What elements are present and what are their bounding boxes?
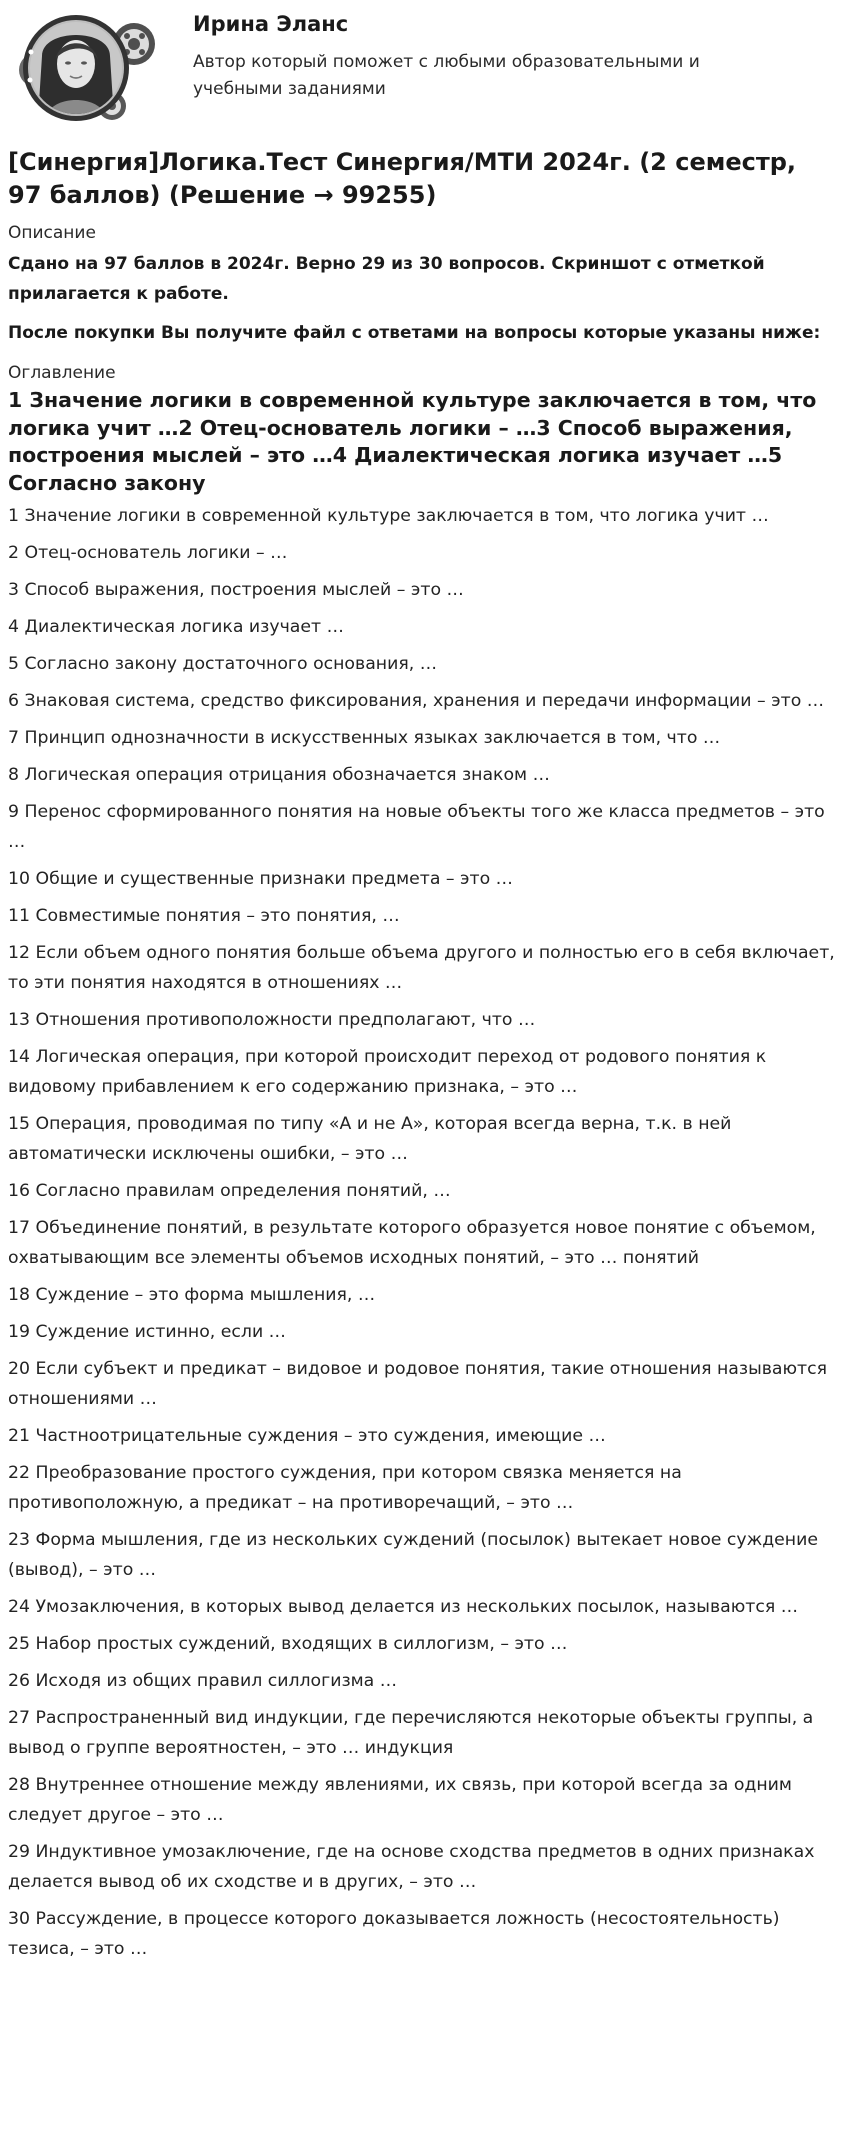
question-item: 8 Логическая операция отрицания обозначается знаком … xyxy=(8,765,550,785)
author-card[interactable] xyxy=(8,0,839,132)
question-item: 29 Индуктивное умозаключение, где на основе сходства предметов в одних признаках делается вывод об их сходстве и в других, – это … xyxy=(8,1842,815,1892)
question-item: 15 Операция, проводимая по типу «А и не А», которая всегда верна, т.к. в ней автоматически исключены ошибки, – это … xyxy=(8,1114,732,1164)
question-item: 1 Значение логики в современной культуре заключается в том, что логика учит … xyxy=(8,506,769,526)
question-item: 12 Если объем одного понятия больше объема другого и полностью его в себя включает, то эти понятия находятся в отношениях … xyxy=(8,943,835,993)
question-item: 13 Отношения противоположности предполагают, что … xyxy=(8,1010,536,1030)
question-item: 23 Форма мышления, где из нескольких суждений (посылок) вытекает новое суждение (вывод), – это … xyxy=(8,1530,818,1580)
page-title: [Синергия]Логика.Тест Синергия/МТИ 2024г. (2 семестр, 97 баллов) (Решение → 99255) xyxy=(8,148,797,209)
toc-heading: 1 Значение логики в современной культуре заключается в том, что логика учит …2 Отец-основатель логики – …3 Способ выражения, построения мыслей – это …4 Диалектическая логика изучает …5 Согласно закону xyxy=(8,388,817,495)
question-item: 5 Согласно закону достаточного основания, … xyxy=(8,654,437,674)
description-label: Описание xyxy=(8,223,96,243)
question-item: 18 Суждение – это форма мышления, … xyxy=(8,1285,376,1305)
purchase-note: После покупки Вы получите файл с ответами на вопросы которые указаны ниже: xyxy=(8,323,821,343)
author-description: Автор который поможет с любыми образовательными и учебными заданиями xyxy=(193,52,700,99)
question-item: 4 Диалектическая логика изучает … xyxy=(8,617,344,637)
question-item: 7 Принцип однозначности в искусственных языках заключается в том, что … xyxy=(8,728,721,748)
question-item: 26 Исходя из общих правил силлогизма … xyxy=(8,1671,398,1691)
question-item: 17 Объединение понятий, в результате которого образуется новое понятие с объемом, охватывающим все элементы объемов исходных понятий, – это … понятий xyxy=(8,1218,816,1268)
question-item: 20 Если субъект и предикат – видовое и родовое понятия, такие отношения называются отношениями … xyxy=(8,1359,827,1409)
author-avatar[interactable] xyxy=(16,8,156,122)
question-item: 25 Набор простых суждений, входящих в силлогизм, – это … xyxy=(8,1634,568,1654)
question-item: 2 Отец-основатель логики – … xyxy=(8,543,288,563)
question-item: 24 Умозаключения, в которых вывод делается из нескольких посылок, называются … xyxy=(8,1597,799,1617)
question-item: 11 Совместимые понятия – это понятия, … xyxy=(8,906,400,926)
description-text: Сдано на 97 баллов в 2024г. Верно 29 из 30 вопросов. Скриншот с отметкой прилагается к работе. xyxy=(8,254,765,304)
question-item: 19 Суждение истинно, если … xyxy=(8,1322,286,1342)
question-item: 27 Распространенный вид индукции, где перечисляются некоторые объекты группы, а вывод о группе вероятностен, – это … индукция xyxy=(8,1708,814,1758)
author-name[interactable]: Ирина Эланс xyxy=(193,12,349,36)
question-item: 21 Частноотрицательные суждения – это суждения, имеющие … xyxy=(8,1426,606,1446)
question-item: 16 Согласно правилам определения понятий, … xyxy=(8,1181,451,1201)
question-item: 14 Логическая операция, при которой происходит переход от родового понятия к видовому прибавлением к его содержанию признака, – это … xyxy=(8,1047,767,1097)
question-list xyxy=(8,501,838,1964)
toc-label: Оглавление xyxy=(8,363,116,383)
question-item: 3 Способ выражения, построения мыслей – это … xyxy=(8,580,464,600)
question-item: 9 Перенос сформированного понятия на новые объекты того же класса предметов – это … xyxy=(8,802,825,852)
question-item: 28 Внутреннее отношение между явлениями, их связь, при которой всегда за одним следует другое – это … xyxy=(8,1775,792,1825)
question-item: 6 Знаковая система, средство фиксирования, хранения и передачи информации – это … xyxy=(8,691,825,711)
question-item: 22 Преобразование простого суждения, при котором связка меняется на противоположную, а предикат – на противоречащий, – это … xyxy=(8,1463,682,1513)
question-item: 10 Общие и существенные признаки предмета – это … xyxy=(8,869,513,889)
question-item: 30 Рассуждение, в процессе которого доказывается ложность (несостоятельность) тезиса, – это … xyxy=(8,1909,780,1959)
